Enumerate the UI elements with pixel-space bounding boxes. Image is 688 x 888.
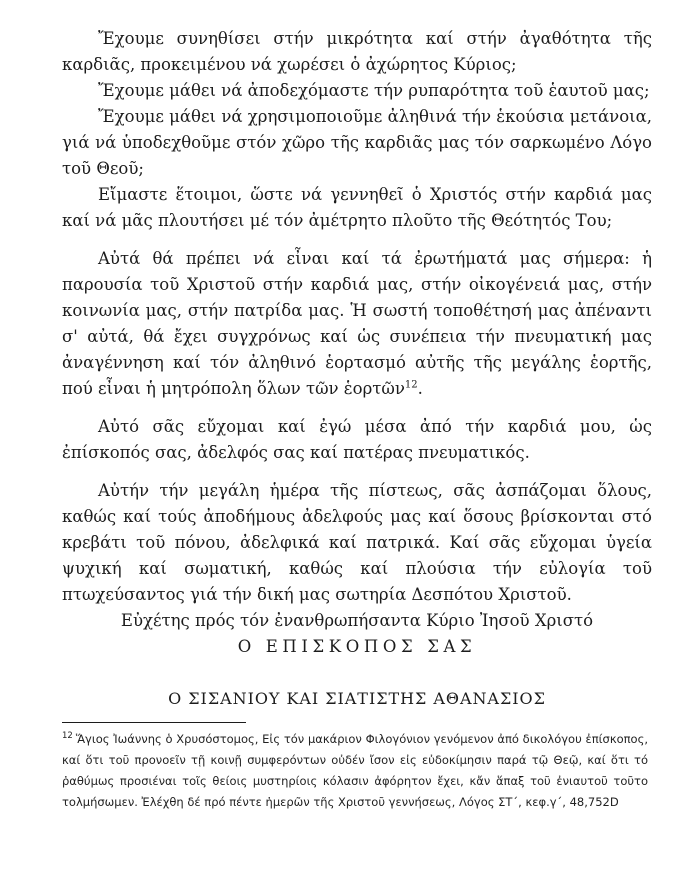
- paragraph-text: Αὐτό σᾶς εὔχομαι καί ἐγώ μέσα ἀπό τήν καρδιά μου, ὡς ἐπίσκοπός σας, ἀδελφός σας καί πατέρας πνευματικός.: [62, 417, 652, 462]
- paragraph-text-tail: .: [417, 379, 423, 398]
- footnote-12: [62, 729, 648, 813]
- closing-wish-line: Εὐχέτης πρός τόν ἐνανθρωπήσαντα Κύριο Ἰησοῦ Χριστό: [120, 611, 594, 630]
- paragraph-greeting: [62, 478, 652, 608]
- paragraph-text: Ἔχουμε μάθει νά χρησιμοποιοῦμε ἀληθινά τήν ἑκούσια μετάνοια, γιά νά ὑποδεχθοῦμε στόν χῶρο τῆς καρδιᾶς μας τόν σαρκωμένο Λόγο τοῦ Θεοῦ;: [62, 107, 652, 178]
- footnote-separator-line: [62, 722, 246, 723]
- paragraph-text: Ἔχουμε συνηθίσει στήν μικρότητα καί στήν ἀγαθότητα τῆς καρδιᾶς, προκειμένου νά χωρέσει ὁ ἀχώρητος Κύριος;: [62, 29, 652, 74]
- paragraph-exhortation: [62, 246, 652, 402]
- closing-title-your-bishop: Ο ΕΠΙΣΚΟΠΟΣ ΣΑΣ: [237, 637, 477, 656]
- paragraph-text: Ἔχουμε μάθει νά ἀποδεχόμαστε τήν ρυπαρότητα τοῦ ἑαυτοῦ μας;: [98, 81, 650, 100]
- paragraph-text: Αὐτήν τήν μεγάλη ἡμέρα τῆς πίστεως, σᾶς ἀσπάζομαι ὅλους, καθώς καί τούς ἀποδήμους ἀδελφούς μας καί ὅσους βρίσκονται στό κρεβάτι τοῦ πόνου, ἀδελφικά καί πατρικά. Καί σᾶς εὔχομαι ὑγεία ψυχική καί σωματική, καθώς καί πλούσια τήν εὐλογία τοῦ πτωχεύσαντος γιά τήν δική μας σωτηρία Δεσπότου Χριστοῦ.: [62, 481, 652, 604]
- paragraph-questions-2: [62, 78, 652, 104]
- footnote-area: [62, 722, 648, 813]
- paragraph-text: Αὐτά θά πρέπει νά εἶναι καί τά ἐρωτήματά μας σήμερα: ἡ παρουσία τοῦ Χριστοῦ στήν καρδιά μας, στήν οἰκογένειά μας, στήν κοινωνία μας, στήν πατρίδα μας. Ἡ σωστή τοποθέτησή μας ἀπέναντι σ' αὐτά, θά ἔχει συγχρόνως καί ὡς συνέπεια τήν πνευματική μας ἀναγέννηση καί τόν ἀληθινό ἑορτασμό αὐτῆς τῆς μεγάλης ἑορτῆς, πού εἶναι ἡ μητρόπολη ὅλων τῶν ἑορτῶν: [62, 249, 652, 398]
- paragraph-questions-1: [62, 26, 652, 78]
- paragraph-questions-3: [62, 104, 652, 182]
- signature-bishop-name: Ο ΣΙΣΑΝΙΟΥ ΚΑΙ ΣΙΑΤΙΣΤΗΣ ΑΘΑΝΑΣΙΟΣ: [168, 689, 546, 708]
- paragraph-questions-4: [62, 182, 652, 234]
- paragraph-text: Εἴμαστε ἕτοιμοι, ὥστε νά γεννηθεῖ ὁ Χριστός στήν καρδιά μας καί νά μᾶς πλουτήσει μέ τόν ἀμέτρητο πλοῦτο τῆς Θεότητός Του;: [62, 185, 652, 230]
- footnote-reference-12: 12: [404, 379, 418, 391]
- footnote-12-text: Ἅγιος Ἰωάννης ὁ Χρυσόστομος, Εἰς τόν μακάριον Φιλογόνιον γενόμενον ἀπό δικολόγου ἐπίσκοπος, καί ὅτι τοῦ προνοεῖν τῇ κοινῇ συμφερόντων οὐδέν ἴσον εἰς εὐδοκίμησιν παρά τῷ Θεῷ, καί ὅτι τό ῥαθύμως προσιέναι τοῖς θείοις μυστηρίοις κόλασιν ἀφόρητον ἔχει, κἄν ἅπαξ τοῦ ἐνιαυτοῦ τοῦτο τολμήσωμεν. Ἐλέχθη δέ πρό πέντε ἡμερῶν τῆς Χριστοῦ γεννήσεως, Λόγος ΣΤ΄, κεφ.γ΄, 48,752D: [62, 732, 648, 809]
- paragraph-personal-wish: [62, 414, 652, 466]
- footnote-12-marker: 12: [62, 731, 73, 742]
